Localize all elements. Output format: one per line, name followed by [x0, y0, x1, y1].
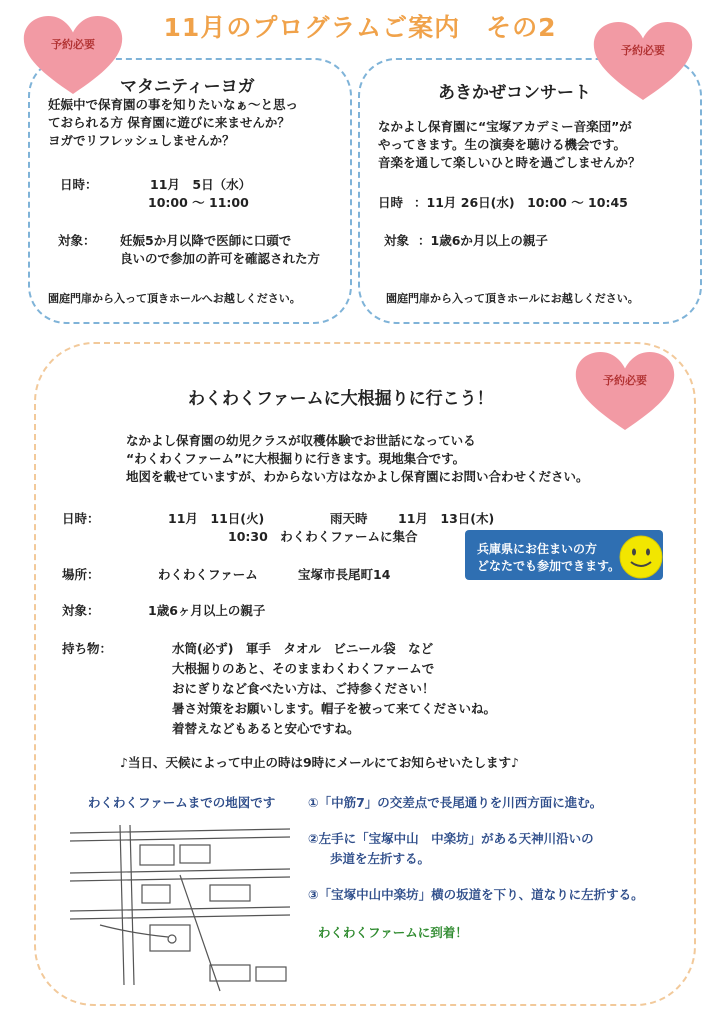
reservation-label: 予約必要 [51, 38, 95, 51]
concert-date-label: 日時 [378, 195, 404, 210]
maternity-target-label: 対象： [58, 233, 96, 248]
concert-heading: あきかぜコンサート [438, 83, 591, 103]
farm-date-value: 11月 11日(火) [168, 511, 265, 526]
farm-meet-value: 10:30 わくわくファームに集合 [228, 529, 418, 544]
concert-intro-line: なかよし保育園に“宝塚アカデミー音楽団”が [378, 119, 632, 134]
concert-intro-line: 音楽を通して楽しいひと時を過ごしませんか？ [378, 155, 641, 170]
maternity-intro-line: ておられる方 保育園に遊びに来ませんか？ [48, 115, 290, 130]
farm-rain-value: 11月 13日(木) [398, 511, 495, 526]
direction-step: 歩道を左折する。 [330, 851, 431, 866]
farm-intro-line: “わくわくファーム”に大根掘りに行きます。現地集合です。 [126, 451, 466, 466]
route-map [60, 815, 300, 995]
reservation-heart-badge [588, 20, 698, 102]
farm-items-line: 大根掘りのあと、そのままわくわくファームで [172, 661, 435, 676]
farm-date-label: 日時： [62, 511, 100, 526]
farm-intro-line: なかよし保育園の幼児クラスが収穫体験でお世話になっている [126, 433, 476, 448]
concert-target-value: ：1歳6か月以上の親子 [418, 233, 548, 248]
concert-intro-line: やってきます。生の演奏を聴ける機会です。 [378, 137, 627, 152]
farm-intro-line: 地図を載せていますが、わからない方はなかよし保育園にお問い合わせください。 [126, 469, 589, 484]
farm-place-label: 場所： [62, 567, 100, 582]
heart-icon [570, 350, 680, 432]
concert-access: 園庭門扉から入って頂きホールにお越しください。 [386, 292, 639, 305]
cancel-notice: ♪当日、天候によって中止の時は9時にメールにてお知らせいたします♪ [120, 755, 520, 770]
reservation-label: 予約必要 [621, 44, 665, 57]
notice-line: 兵庫県にお住まいの方 [477, 542, 598, 556]
heart-icon [588, 20, 698, 102]
maternity-intro-line: ヨガでリフレッシュしませんか？ [48, 133, 235, 148]
maternity-date-value: 11月 5日（水） [150, 177, 252, 192]
maternity-time-value: 10:00 ～ 11:00 [148, 195, 249, 210]
farm-target-value: 1歳6ヶ月以上の親子 [148, 603, 266, 618]
maternity-access: 園庭門扉から入って頂きホールへお越しください。 [48, 292, 301, 305]
notice-line: どなたでも参加できます。 [477, 559, 621, 573]
farm-address: 宝塚市長尾町14 [298, 567, 391, 582]
smiley-icon [618, 534, 664, 580]
arrival-text: わくわくファームに到着！ [318, 925, 468, 940]
direction-step: ②左手に「宝塚中山 中楽坊」がある天神川沿いの [308, 831, 594, 846]
heart-icon [18, 14, 128, 96]
direction-step: ①「中筋7」の交差点で長尾通りを川西方面に進む。 [308, 795, 603, 810]
farm-items-line: おにぎりなど食べたい方は、ご持参ください！ [172, 681, 435, 696]
page-title: 11月のプログラムご案内 その2 [163, 13, 557, 42]
farm-heading: わくわくファームに大根掘りに行こう！ [188, 389, 494, 409]
farm-place-value: わくわくファーム [158, 567, 258, 582]
direction-step: ③「宝塚中山中楽坊」横の坂道を下り、道なりに左折する。 [308, 887, 644, 902]
reservation-label: 予約必要 [603, 374, 647, 387]
farm-items-line: 水筒(必ず) 軍手 タオル ビニール袋 など [172, 641, 434, 656]
farm-items-label: 持ち物： [62, 641, 113, 656]
farm-items-line: 暑さ対策をお願いします。帽子を被って来てくださいね。 [172, 701, 497, 716]
maternity-heading: マタニティーヨガ [120, 77, 255, 97]
concert-target-label: 対象 [384, 233, 410, 248]
map-title: わくわくファームまでの地図です [88, 795, 276, 810]
maternity-intro-line: 妊娠中で保育園の事を知りたいなぁ～と思っ [48, 97, 299, 112]
farm-items-line: 着替えなどもあると安心ですね。 [172, 721, 360, 736]
concert-date-value: ：11月 26日(水) 10:00 ～ 10:45 [414, 195, 628, 210]
farm-rain-label: 雨天時 [330, 511, 368, 526]
farm-target-label: 対象： [62, 603, 100, 618]
maternity-target-value: 良いので参加の許可を確認された方 [120, 251, 321, 266]
reservation-heart-badge [570, 350, 680, 432]
maternity-target-value: 妊娠5か月以降で医師に口頭で [120, 233, 292, 248]
reservation-heart-badge [18, 14, 128, 96]
maternity-date-label: 日時： [60, 177, 98, 192]
